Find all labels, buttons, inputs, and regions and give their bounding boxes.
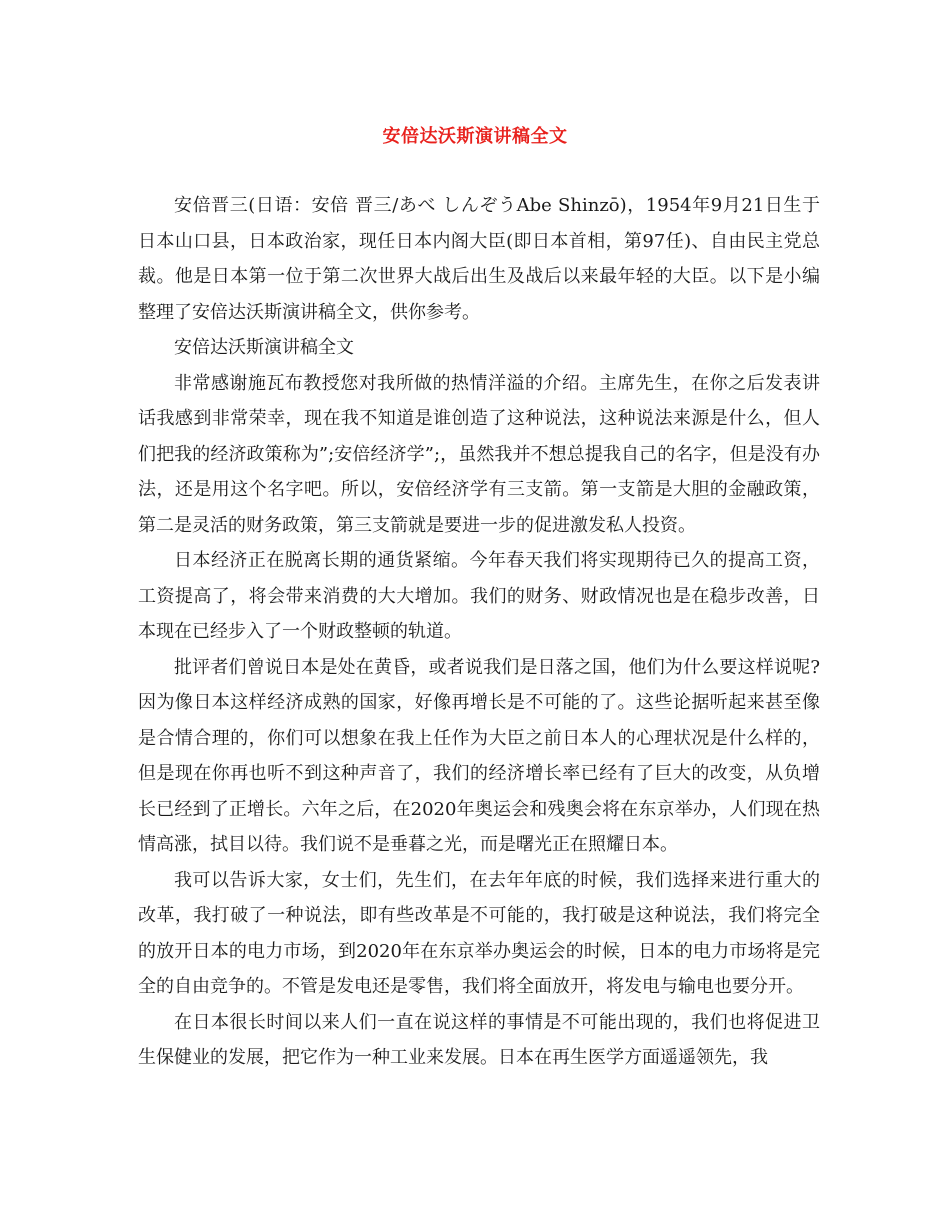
paragraph-reform: 我可以告诉大家，女士们，先生们，在去年年底的时候，我们选择来进行重大的改革，我打破了一种说法，即有些改革是不可能的，我打破是这种说法，我们将完全的放开日本的电力市场，到2020年在东京举办奥运会的时候，日本的电力市场将是完全的自由竞争的。不管是发电还是零售，我们将全面放开，将发电与输电也要分开。 [138,869,820,997]
paragraph-critics: 批评者们曾说日本是处在黄昏，或者说我们是日落之国，他们为什么要这样说呢?因为像日本这样经济成熟的国家，好像再增长是不可能的了。这些论据听起来甚至像是合情合理的，你们可以想象在我上任作为大臣之前日本人的心理状况是什么样的，但是现在你再也听不到这种声音了，我们的经济增长率已经有了巨大的改变，从负增长已经到了正增长。六年之后，在2020年奥运会和残奥会将在东京举办，人们现在热情高涨，拭目以待。我们说不是垂暮之光，而是曙光正在照耀日本。 [138,656,820,855]
document-title: 安倍达沃斯演讲稿全文 [382,126,568,147]
paragraph-deflation: 日本经济正在脱离长期的通货紧缩。今年春天我们将实现期待已久的提高工资，工资提高了，将会带来消费的大大增加。我们的财务、财政情况也是在稳步改善，日本现在已经步入了一个财政整顿的轨道。 [138,550,820,642]
paragraph-intro: 安倍晋三(日语：安倍 晋三/あべ しんぞうAbe Shinzō)，1954年9月21日生于日本山口县，日本政治家，现任日本内阁大臣(即日本首相，第97任)、自由民主党总裁。他是日本第一位于第二次世界大战后出生及战后以来最年轻的大臣。以下是小编整理了安倍达沃斯演讲稿全文，供你参考。 [138,195,820,323]
paragraph-thanks: 非常感谢施瓦布教授您对我所做的热情洋溢的介绍。主席先生，在你之后发表讲话我感到非常荣幸，现在我不知道是谁创造了这种说法，这种说法来源是什么，但人们把我的经济政策称为”;安倍经济学”;，虽然我并不想总提我自己的名字，但是没有办法，还是用这个名字吧。所以，安倍经济学有三支箭。第一支箭是大胆的金融政策，第二是灵活的财务政策，第三支箭就是要进一步的促进激发私人投资。 [138,372,820,536]
paragraph-healthcare: 在日本很长时间以来人们一直在说这样的事情是不可能出现的，我们也将促进卫生保健业的发展，把它作为一种工业来发展。日本在再生医学方面遥遥领先，我 [138,1011,820,1068]
paragraph-subheading: 安倍达沃斯演讲稿全文 [174,337,354,358]
document-body [138,188,820,1076]
